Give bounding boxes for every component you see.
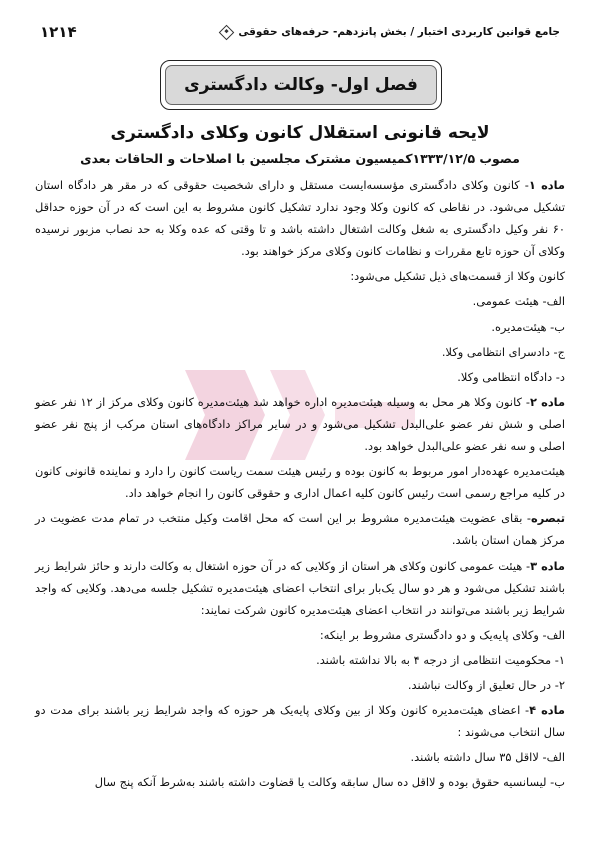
paragraph-text: ج- دادسرای انتظامی وکلا. [441, 344, 565, 359]
chapter-title-box [160, 60, 442, 110]
paragraph [35, 391, 565, 457]
paragraph [35, 746, 565, 768]
paragraph-text: - کانون وکلا هر محل به وسیله هیئت‌مدیره اداره خواهد شد هیئت‌مدیره کانون وکلای مرکز از ۱۲ نفر عضو اصلی و شش نفر عضو علی‌البدل تشکیل می‌شود و در سایر مراکز دادگاه‌های استان مرکب از پنج نفر عضو اصلی و سه نفر عضو علی‌البدل خواهد بود. [35, 394, 565, 454]
paragraph [35, 366, 565, 388]
paragraph [35, 699, 565, 743]
note-label: تبصره [531, 511, 565, 526]
paragraph [35, 316, 565, 338]
law-subtitle: مصوب ۱۳۳۳/۱۲/۵کمیسیون مشترک مجلسین با اصلاحات و الحاقات بعدی [80, 151, 520, 166]
paragraph [35, 555, 565, 621]
paragraph-text: ب- لیسانسیه حقوق بوده و لااقل ده سال سابقه وکالت یا قضاوت داشته باشند به‌شرط آنکه پنج سال [94, 775, 565, 790]
article-label: ماده ۳ [530, 558, 565, 573]
header-title-text: جامع قوانین کاربردی اختبار / بخش پانزدهم- حرفه‌های حقوقی [238, 26, 560, 38]
paragraph-text: الف- هیئت عمومی. [472, 294, 565, 309]
running-header [221, 26, 560, 38]
paragraph-text: هیئت‌مدیره عهده‌دار امور مربوط به کانون بوده و رئیس هیئت سمت ریاست کانون را دارد و نماینده قانونی کانون در کلیه مراجع رسمی است رئیس کانون کلیه اعمال اداری و حقوقی کانون را انجام خواهد داد. [35, 464, 565, 501]
paragraph [35, 507, 565, 551]
article-label: ماده ۱ [528, 178, 565, 192]
paragraph-text: الف- لااقل ۳۵ سال داشته باشند. [410, 750, 565, 765]
article-label: ماده ۲ [529, 394, 565, 409]
paragraph [35, 624, 565, 646]
page-number: ۱۲۱۴ [40, 23, 77, 41]
paragraph [35, 674, 565, 696]
paragraph-text: - بقای عضویت هیئت‌مدیره مشروط بر این است که محل اقامت وکیل منتخب در تمام مدت عضویت در مرکز همان استان باشد. [35, 511, 565, 548]
page-header [40, 22, 560, 42]
paragraph-text: - کانون وکلای دادگستری مؤسسه‌ایست مستقل و دارای شخصیت حقوقی که در مقر هر دادگاه استان تشکیل می‌شود. در نقاطی که کانون وکلا وجود ندارد تشکیل کانون مشروط به این است که در آن حوزه حداقل ۶۰ نفر وکیل دادگستری به شغل وکالت اشتغال داشته باشد و تا وقتی که عده وکلا به حد نصاب مزبور نرسیده وکلای آن حوزه تابع مقررات و نظامات کانون وکلای مرکز خواهند بود. [35, 178, 565, 259]
paragraph-text: - هیئت عمومی کانون وکلای هر استان از وکلایی که در آن حوزه اشتغال به وکالت دارند و حائز شرایط زیر باشند تشکیل می‌شود و هر دو سال یک‌بار برای انتخاب اعضای هیئت‌مدیره تشکیل جلسه می‌دهد. وکلایی که واجد شرایط زیر باشند می‌توانند در انتخاب اعضای هیئت‌مدیره کانون شرکت نمایند: [35, 558, 565, 617]
body-text [35, 174, 565, 796]
paragraph-text: - اعضای هیئت‌مدیره کانون وکلا از بین وکلای پایه‌یک هر حوزه که واجد شرایط زیر باشند برای مدت دو سال انتخاب می‌شوند : [35, 703, 565, 740]
paragraph-text: ۱- محکومیت انتظامی از درجه ۴ به بالا نداشته باشند. [316, 652, 565, 667]
paragraph-text: کانون وکلا از قسمت‌های ذیل تشکیل می‌شود: [350, 269, 565, 284]
paragraph [35, 265, 565, 287]
paragraph [35, 174, 565, 262]
paragraph-text: الف- وکلای پایه‌یک و دو دادگستری مشروط بر اینکه: [319, 627, 565, 642]
paragraph [35, 460, 565, 504]
paragraph-text: ب- هیئت‌مدیره. [491, 319, 565, 334]
paragraph [35, 771, 565, 793]
paragraph [35, 290, 565, 312]
article-label: ماده ۴ [529, 703, 565, 718]
paragraph-text: ۲- در حال تعلیق از وکالت نباشند. [407, 677, 565, 692]
paragraph-text: د- دادگاه انتظامی وکلا. [457, 369, 565, 384]
diamond-ornament-icon [219, 24, 235, 40]
paragraph [35, 341, 565, 363]
law-title: لایحه قانونی استقلال کانون وکلای دادگستری [110, 123, 490, 143]
paragraph [35, 649, 565, 671]
chapter-title: فصل اول- وکالت دادگستری [165, 65, 437, 105]
